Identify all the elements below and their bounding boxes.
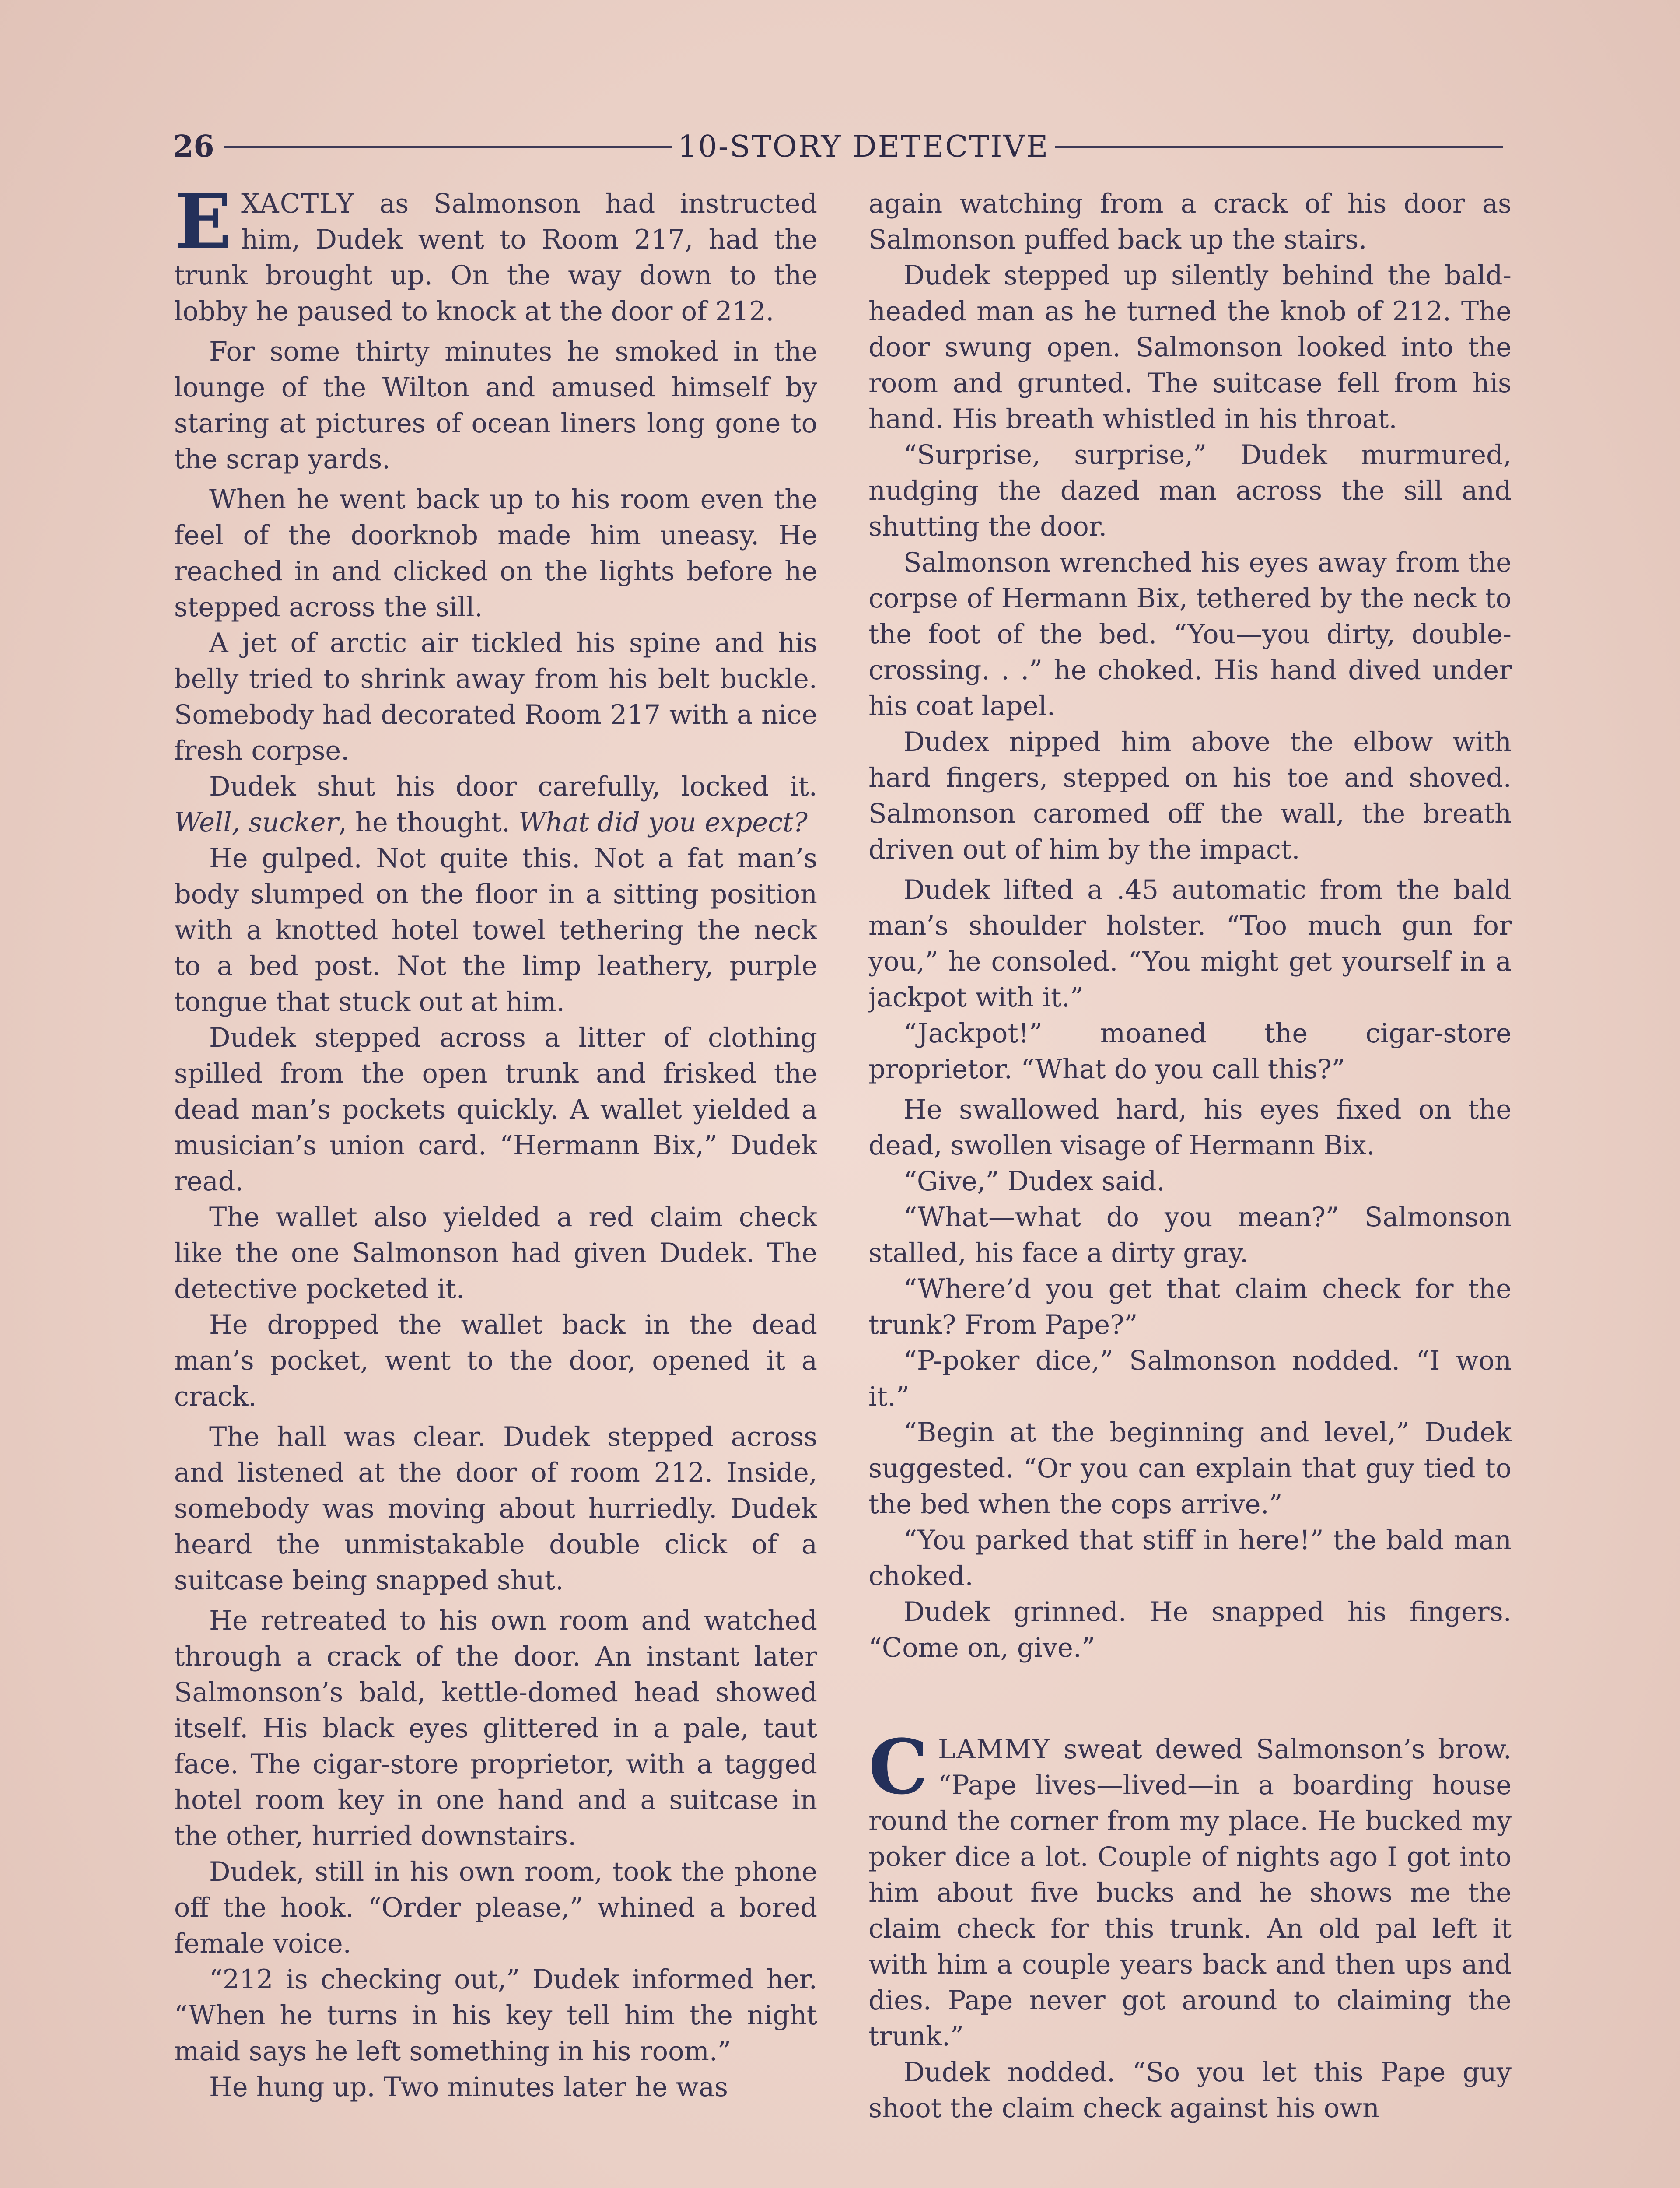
paragraph: Dudek, still in his own room, took the phone off the hook. “Order please,” whined a bored female voice. xyxy=(174,1857,817,1959)
paragraph: He hung up. Two minutes later he was xyxy=(209,2072,728,2103)
paragraph: “P-poker dice,” Salmonson nodded. “I won it.” xyxy=(868,1346,1512,1412)
paragraph-text: as Salmonson had instructed him, Dudek went to Room 217, had the trunk brought up. On the way down to the lobby he paused to knock at the door of 212. xyxy=(174,189,817,327)
paragraph: again watching from a crack of his door as Salmonson puffed back up the stairs. xyxy=(868,189,1512,255)
header-rule-left xyxy=(224,146,672,148)
paragraph: “212 is checking out,” Dudek informed her. “When he turns in his key tell him the night maid says he left something in his room.” xyxy=(174,1964,817,2067)
paragraph: The hall was clear. Dudek stepped across and listened at the door of room 212. Inside, somebody was moving about hurriedly. Dudek heard the unmistakable double click of a suitcase being snapped shut. xyxy=(174,1422,817,1596)
paragraph: “Begin at the beginning and level,” Dudek suggested. “Or you can explain that guy tied to the bed when the cops arrive.” xyxy=(868,1417,1512,1520)
paragraph: “Where’d you get that claim check for the trunk? From Pape?” xyxy=(868,1274,1512,1340)
paragraph: “Give,” Dudex said. xyxy=(903,1166,1165,1197)
paragraph: “Surprise, surprise,” Dudek murmured, nudging the dazed man across the sill and shutting the door. xyxy=(868,440,1512,542)
italic-thought: Well, sucker xyxy=(174,807,339,838)
italic-thought: What did you expect? xyxy=(518,807,808,838)
drop-cap: C xyxy=(868,1722,928,1811)
paragraph: Dudek nodded. “So you let this Pape guy shoot the claim check against his own xyxy=(868,2057,1512,2124)
drop-cap: E xyxy=(174,186,232,266)
paragraph: “You parked that stiff in here!” the bald man choked. xyxy=(868,1525,1512,1592)
paragraph-text: sweat dewed Salmonson’s brow. “Pape lives—lived—in a boarding house round the corner from my place. He bucked my poker dice a lot. Couple of nights ago I got into him about five bucks and he shows me the claim check for this trunk. An old pal left it with him a couple years back and then ups and dies. Pape never got around to claiming the trunk.” xyxy=(868,1734,1512,2052)
running-title: 10-STORY DETECTIVE xyxy=(678,129,1050,164)
right-column xyxy=(868,186,1512,2188)
paragraph-text: Dudek shut his door carefully, locked it. xyxy=(209,771,817,802)
paragraph: Dudek lifted a .45 automatic from the bald man’s shoulder holster. “Too much gun for you,” he consoled. “You might get yourself in a jackpot with it.” xyxy=(868,875,1512,1013)
paragraph: Dudek stepped across a litter of clothing spilled from the open trunk and frisked the dead man’s pockets quickly. A wallet yielded a musician’s union card. “Hermann Bix,” Dudek read. xyxy=(174,1023,817,1197)
paragraph: “Jackpot!” moaned the cigar-store proprietor. “What do you call this?” xyxy=(868,1018,1512,1085)
paragraph: He gulped. Not quite this. Not a fat man’s body slumped on the floor in a sitting position with a knotted hotel towel tethering the neck to a bed post. Not the limp leathery, purple tongue that stuck out at him. xyxy=(174,843,817,1017)
paragraph: Dudek grinned. He snapped his fingers. “Come on, give.” xyxy=(868,1597,1512,1663)
header-rule-right xyxy=(1055,146,1503,148)
paragraph: When he went back up to his room even the feel of the doorknob made him uneasy. He reached in and clicked on the lights before he stepped across the sill. xyxy=(174,484,817,623)
lead-in: LAMMY xyxy=(938,1734,1051,1765)
paragraph: Salmonson wrenched his eyes away from the corpse of Hermann Bix, tethered by the neck to the foot of the bed. “You—you dirty, double-crossing. . .” he choked. His hand dived under his coat lapel. xyxy=(868,547,1512,722)
paragraph: A jet of arctic air tickled his spine and his belly tried to shrink away from his belt buckle. Somebody had decorated Room 217 with a nice fresh corpse. xyxy=(174,628,817,766)
paragraph: For some thirty minutes he smoked in the lounge of the Wilton and amused himself by staring at pictures of ocean liners long gone to the scrap yards. xyxy=(174,337,817,475)
paragraph: “What—what do you mean?” Salmonson stalled, his face a dirty gray. xyxy=(868,1202,1512,1269)
paragraph: The wallet also yielded a red claim check like the one Salmonson had given Dudek. The detective pocketed it. xyxy=(174,1202,817,1304)
paragraph: Dudex nipped him above the elbow with hard fingers, stepped on his toe and shoved. Salmonson caromed off the wall, the breath driven out of him by the impact. xyxy=(868,727,1512,865)
left-column xyxy=(174,186,817,2188)
lead-in: XACTLY xyxy=(241,189,355,219)
page-number: 26 xyxy=(173,129,214,164)
paragraph: He swallowed hard, his eyes fixed on the dead, swollen visage of Hermann Bix. xyxy=(868,1094,1512,1161)
paragraph: He dropped the wallet back in the dead man’s pocket, went to the door, opened it a crack. xyxy=(174,1310,817,1412)
page-header xyxy=(173,127,1509,166)
paragraph xyxy=(174,186,817,330)
paragraph-text: , he thought. xyxy=(338,807,519,838)
paragraph xyxy=(174,769,817,841)
paragraph: Dudek stepped up silently behind the bald-headed man as he turned the knob of 212. The door swung open. Salmonson looked into the room and grunted. The suitcase fell from his hand. His breath whistled in his throat. xyxy=(868,260,1512,435)
paragraph: He retreated to his own room and watched through a crack of the door. An instant later Salmonson’s bald, kettle-domed head showed itself. His black eyes glittered in a pale, taut face. The cigar-store proprietor, with a tagged hotel room key in one hand and a suitcase in the other, hurried downstairs. xyxy=(174,1606,817,1851)
paragraph xyxy=(868,1722,1512,2055)
